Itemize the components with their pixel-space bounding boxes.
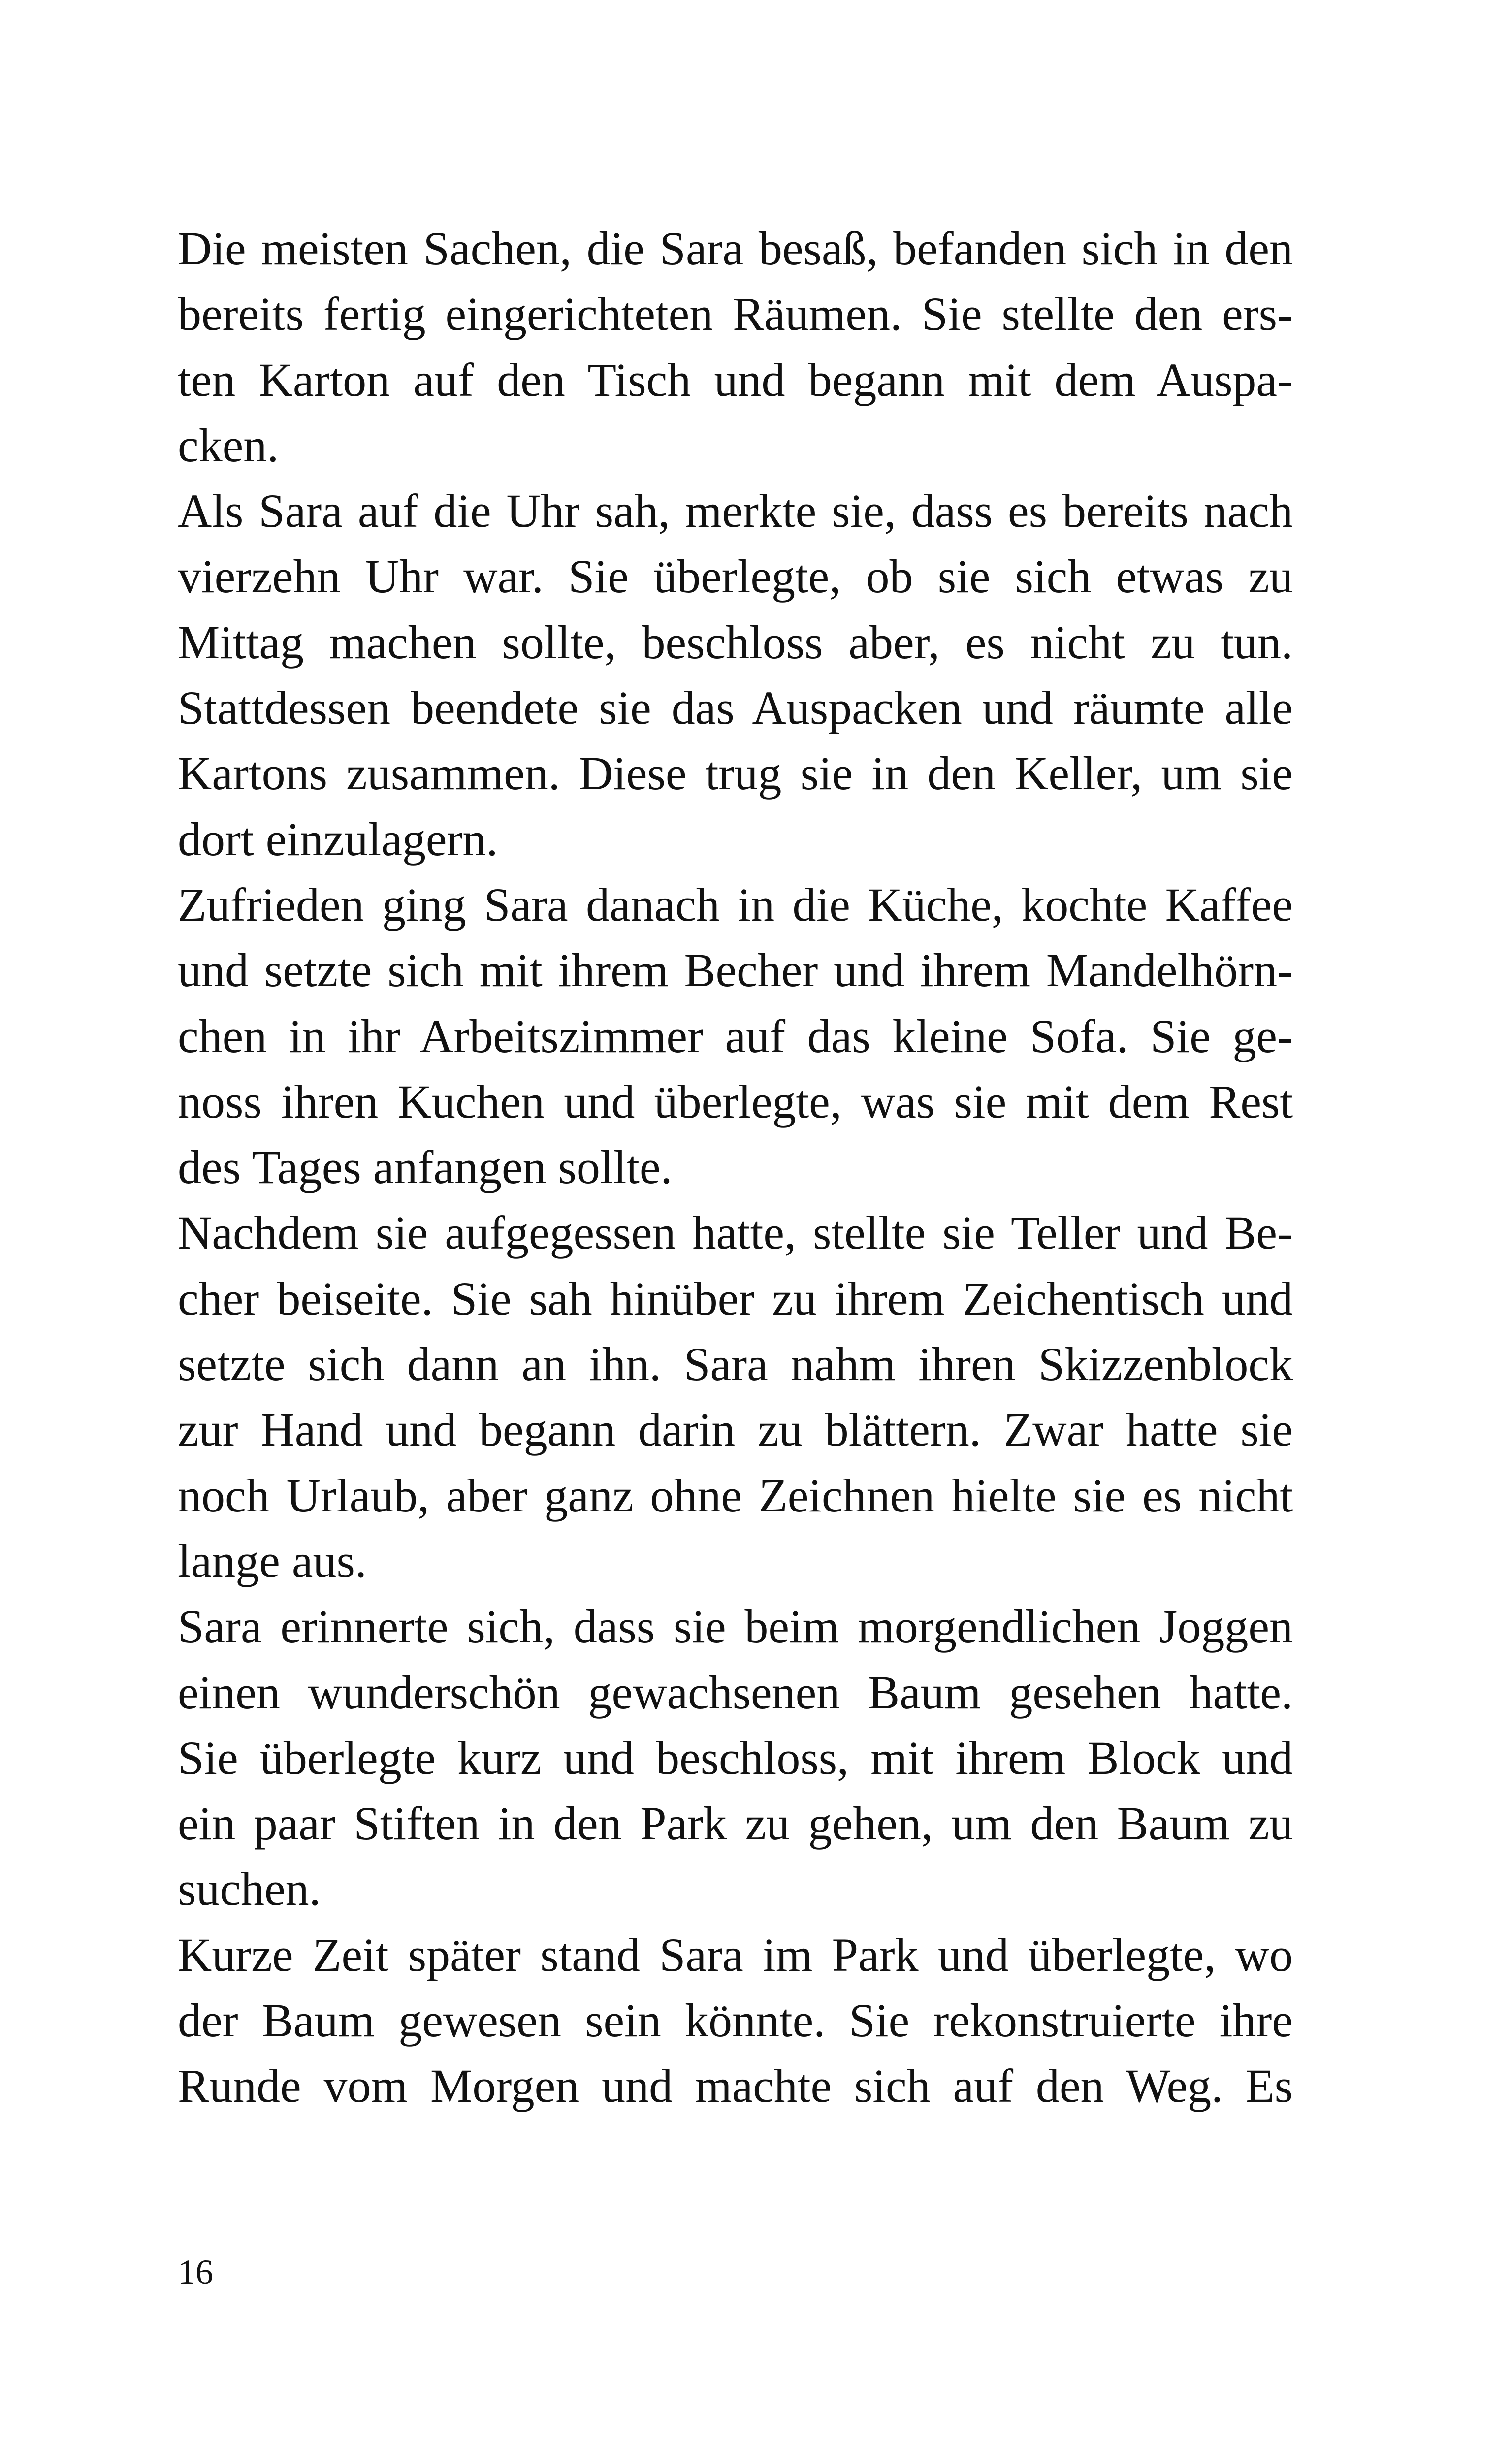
text-line: noch Urlaub, aber ganz ohne Zeichnen hielte sie es nicht — [178, 1469, 1293, 1522]
text-line: cher beiseite. Sie sah hinüber zu ihrem Zeichentisch und — [178, 1272, 1293, 1325]
text-line: Die meisten Sachen, die Sara besaß, befanden sich in den — [178, 222, 1293, 275]
text-line: vierzehn Uhr war. Sie überlegte, ob sie sich etwas zu — [178, 550, 1293, 603]
text-line: lange aus. — [178, 1534, 367, 1587]
text-line: Zufrieden ging Sara danach in die Küche, kochte Kaffee — [178, 878, 1293, 931]
text-line: dort einzulagern. — [178, 812, 498, 866]
text-line: Mittag machen sollte, beschloss aber, es nicht zu tun. — [178, 615, 1293, 669]
text-line: Nachdem sie aufgegessen hatte, stellte sie Teller und Be- — [178, 1206, 1293, 1259]
text-line: suchen. — [178, 1863, 321, 1916]
text-line: und setzte sich mit ihrem Becher und ihrem Mandelhörn- — [178, 944, 1293, 997]
text-line: ten Karton auf den Tisch und begann mit dem Auspa- — [178, 353, 1293, 406]
paragraph — [178, 478, 1293, 872]
text-line: zur Hand und begann darin zu blättern. Zwar hatte sie — [178, 1403, 1293, 1456]
text-line: Kurze Zeit später stand Sara im Park und überlegte, wo — [178, 1928, 1293, 1981]
paragraph — [178, 1594, 1293, 1922]
paragraph — [178, 216, 1293, 478]
text-line: der Baum gewesen sein könnte. Sie rekonstruierte ihre — [178, 1994, 1293, 2047]
text-line: einen wunderschön gewachsenen Baum gesehen hatte. — [178, 1666, 1293, 1719]
text-line: setzte sich dann an ihn. Sara nahm ihren Skizzenblock — [178, 1338, 1293, 1391]
paragraph — [178, 1200, 1293, 1594]
text-line: Sara erinnerte sich, dass sie beim morgendlichen Joggen — [178, 1600, 1293, 1653]
text-line: ein paar Stiften in den Park zu gehen, um den Baum zu — [178, 1797, 1293, 1850]
text-line: chen in ihr Arbeitszimmer auf das kleine Sofa. Sie ge- — [178, 1009, 1293, 1062]
text-line: noss ihren Kuchen und überlegte, was sie mit dem Rest — [178, 1075, 1293, 1128]
text-line: Als Sara auf die Uhr sah, merkte sie, dass es bereits nach — [178, 484, 1293, 538]
text-line: Runde vom Morgen und machte sich auf den Weg. Es — [178, 2059, 1293, 2113]
paragraph — [178, 1922, 1293, 2119]
text-line: bereits fertig eingerichteten Räumen. Sie stellte den ers- — [178, 288, 1293, 341]
text-line: des Tages anfangen sollte. — [178, 1141, 673, 1194]
paragraph — [178, 872, 1293, 1200]
text-line: Stattdessen beendete sie das Auspacken und räumte alle — [178, 681, 1293, 735]
body-text — [178, 216, 1293, 2119]
page-number: 16 — [178, 2252, 213, 2292]
text-line: Kartons zusammen. Diese trug sie in den Keller, um sie — [178, 747, 1293, 800]
text-line: Sie überlegte kurz und beschloss, mit ihrem Block und — [178, 1731, 1293, 1784]
text-line: cken. — [178, 418, 279, 472]
